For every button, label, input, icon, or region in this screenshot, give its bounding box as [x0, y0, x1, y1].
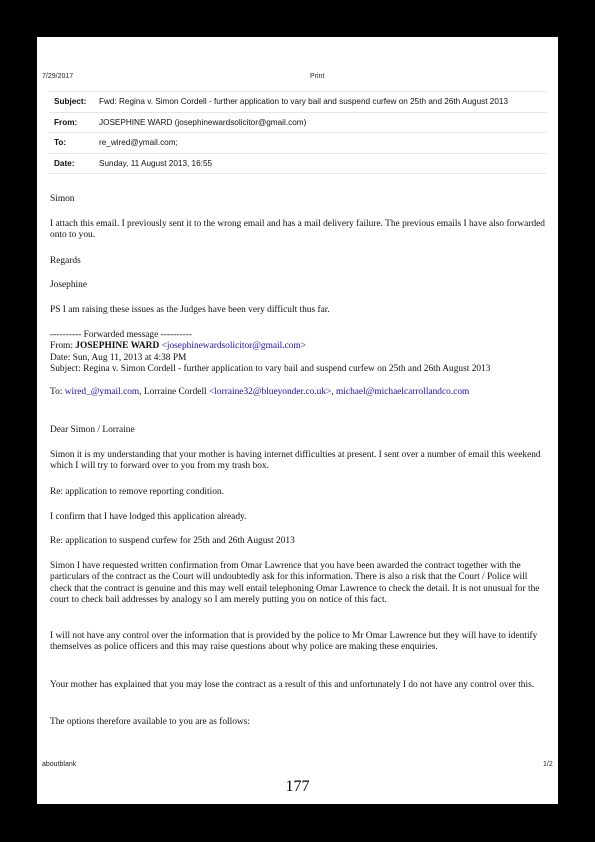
date-value: Sunday, 11 August 2013, 16:55: [99, 158, 213, 168]
dear-line: Dear Simon / Lorraine: [50, 425, 135, 435]
subject-label: Subject:: [54, 97, 87, 107]
forward-subject: Subject: Regina v. Simon Cordell - further application to vary bail and suspend curfew on 25th and 26th August 2013: [50, 364, 491, 374]
subject-row: [49, 91, 547, 112]
to-label: To:: [54, 138, 67, 148]
date-label: Date:: [54, 158, 75, 168]
printed-page: [37, 37, 558, 804]
from-label: From:: [54, 117, 78, 127]
paragraph-lose-contract: Your mother has explained that you may lose the contract as a result of this and unfortunately I do not have any control over this.: [50, 680, 535, 690]
forward-to-sep-1: , Lorraine Cordell: [139, 387, 210, 397]
forward-to-label: To:: [50, 387, 65, 397]
print-footer-page: 1/2: [543, 761, 553, 768]
from-value: JOSEPHINE WARD (josephinewardsolicitor@gmail.com): [99, 117, 307, 127]
forward-marker: ---------- Forwarded message ----------: [50, 330, 192, 340]
forward-from: [50, 341, 545, 352]
forward-from-label: From:: [50, 341, 76, 351]
paragraph-internet: Simon it is my understanding that your mother is having internet difficulties at present. I sent over a number of email this weekend which I will try to forward over to you from my trash box.: [50, 450, 541, 472]
forward-to: [50, 387, 545, 398]
paragraph-attach: I attach this email. I previously sent it to the wrong email and has a mail delivery failure. The previous emails I have also forwarded onto to you.: [50, 219, 545, 241]
forward-to-sep-2: ,: [331, 387, 337, 397]
bundle-page-number: 177: [285, 778, 310, 795]
regards: Regards: [50, 256, 81, 266]
email-header-table: [49, 91, 547, 174]
signoff: Josephine: [50, 280, 87, 290]
paragraph-police: I will not have any control over the information that is provided by the police to Mr Omar Lawrence but they will have to identify themselves as police officers and this may raise questions about why police are making these enquiries.: [50, 631, 538, 653]
from-row: [49, 112, 547, 133]
print-footer-url: aboutblank: [42, 761, 77, 768]
paragraph-lodged: I confirm that I have lodged this application already.: [50, 512, 247, 522]
greeting: Simon: [50, 194, 75, 204]
print-date: 7/29/2017: [42, 73, 74, 80]
forward-from-email-link[interactable]: <josephinewardsolicitor@gmail.com>: [161, 341, 307, 351]
date-row: [49, 153, 547, 175]
to-row: [49, 132, 547, 153]
paragraph-contract: Simon I have requested written confirmation from Omar Lawrence that you have been awarded the contract together with the particulars of the contract as the Court will undoubtedly ask for this information. There is also a risk that the Court / Police will check that the contract is genuine and this may well entail telephoning Omar Lawrence to check the detail. It is not unusual for the court to check bail addresses by analogy so I am merely putting you on notice of this fact.: [50, 561, 540, 605]
forward-to-link-3[interactable]: michael@michaelcarrollandco.com: [336, 387, 470, 397]
re-suspend-curfew: Re: application to suspend curfew for 25th and 26th August 2013: [50, 536, 295, 546]
forward-from-name: JOSEPHINE WARD: [75, 341, 160, 351]
forward-to-link-2[interactable]: <lorraine32@blueyonder.co.uk>: [209, 387, 332, 397]
paragraph-options: The options therefore available to you are as follows:: [50, 717, 250, 727]
re-reporting-condition: Re: application to remove reporting condition.: [50, 487, 224, 497]
postscript: PS I am raising these issues as the Judges have been very difficult thus far.: [50, 305, 330, 315]
subject-value: Fwd: Regina v. Simon Cordell - further application to vary bail and suspend curfew on 25th and 26th August 2013: [99, 97, 509, 107]
print-title: Print: [310, 73, 325, 80]
to-value: re_wired@ymail.com;: [99, 138, 178, 148]
forward-to-link-1[interactable]: wired_@ymail.com: [64, 387, 140, 397]
forward-date: Date: Sun, Aug 11, 2013 at 4:38 PM: [50, 353, 187, 363]
